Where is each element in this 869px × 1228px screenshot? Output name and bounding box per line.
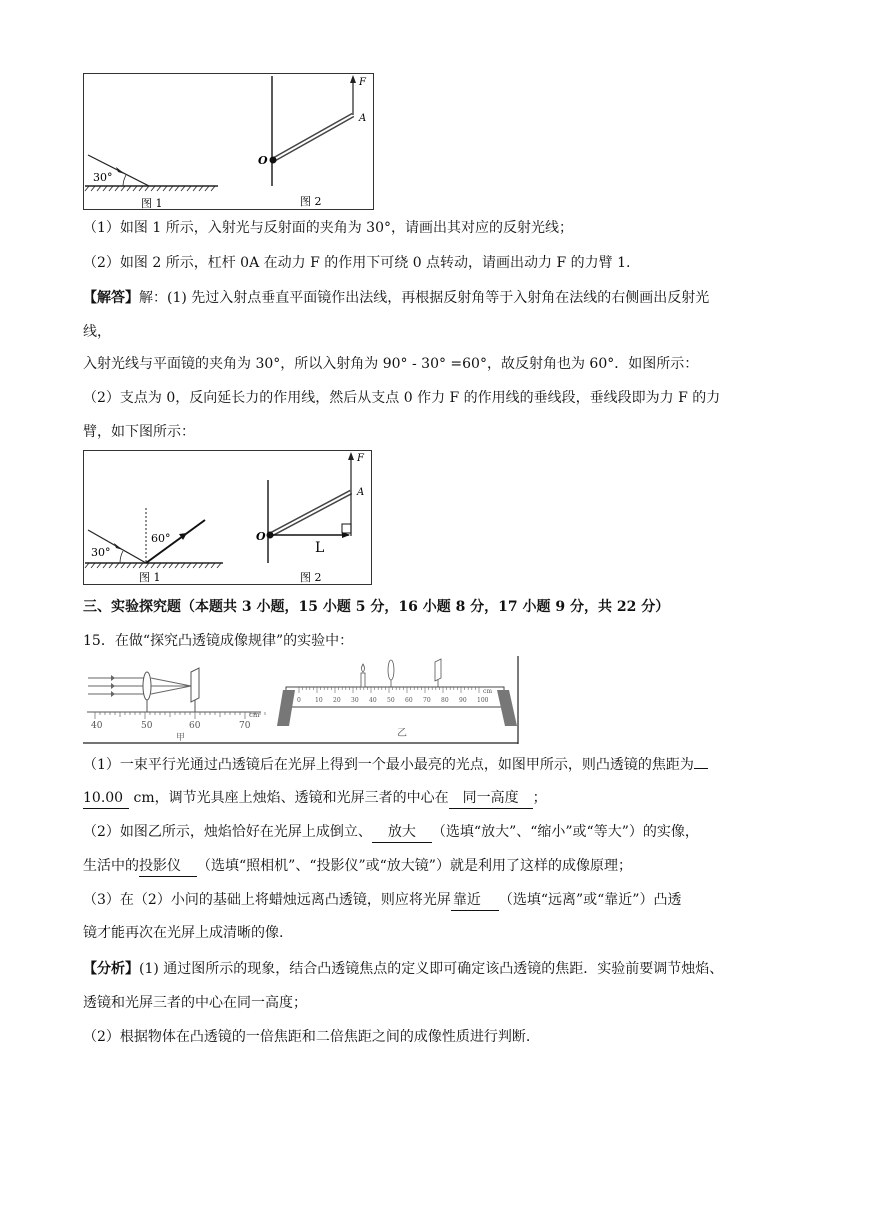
q15-part2-text2: （选填“放大”、“缩小”或“等大”）的实像， bbox=[431, 824, 699, 840]
angle-arc bbox=[120, 551, 123, 563]
unit-label-yi: cm bbox=[483, 688, 493, 695]
q15-part1-end: ； bbox=[532, 790, 547, 806]
tick-label: 60 bbox=[405, 697, 413, 704]
unit-label: cm bbox=[249, 711, 260, 719]
label-a: A bbox=[357, 487, 365, 498]
fig2-caption: 图 2 bbox=[300, 195, 322, 208]
q15-part1-line1 bbox=[83, 755, 708, 775]
label-o: O bbox=[258, 154, 268, 167]
fig1-caption: 图 1 bbox=[141, 197, 163, 210]
flame-icon bbox=[362, 664, 365, 672]
figure-question-14 bbox=[83, 73, 375, 211]
fig1-incident-angle: 30° bbox=[91, 546, 111, 559]
q15-part3-text: （3）在（2）小问的基础上将蜡烛远离凸透镜，则应将光屏 bbox=[83, 892, 451, 908]
q15-part3-text2: （选填“远离”或“靠近”）凸透 bbox=[498, 892, 682, 908]
tick-label: 60 bbox=[189, 721, 201, 731]
q15-part1-text2: cm，调节光具座上烛焰、透镜和光屏三者的中心在 bbox=[133, 790, 449, 806]
answer-same-height: 同一高度 bbox=[449, 788, 533, 809]
screen-icon bbox=[435, 659, 441, 681]
answer-line4: （2）支点为 0，反向延长力的作用线，然后从支点 0 作力 F 的作用线的垂线段，垂线段即为力 F 的力 bbox=[83, 390, 721, 406]
angle-arc bbox=[123, 175, 126, 186]
q15-part3-line1 bbox=[83, 890, 681, 911]
q14-part1: （1）如图 1 所示，入射光与反射面的夹角为 30°，请画出其对应的反射光线； bbox=[83, 220, 573, 236]
answer-line5: 臂，如下图所示： bbox=[83, 424, 195, 440]
caption-jia: 甲 bbox=[176, 733, 186, 743]
q15-part1-line2 bbox=[83, 788, 547, 809]
label-o: O bbox=[256, 530, 266, 543]
bench-leg-right bbox=[497, 690, 517, 726]
q15-part2-text: （2）如图乙所示，烛焰恰好在光屏上成倒立、 bbox=[83, 824, 372, 840]
q15-part2-text4: （选填“照相机”、“投影仪”或“放大镜”）就是利用了这样的成像原理； bbox=[197, 858, 632, 874]
answer-line3: 入射光线与平面镜的夹角为 30°，所以入射角为 90° - 30° =60°，故反射角也为 60°．如图所示： bbox=[83, 356, 699, 372]
q15-part2-line1 bbox=[83, 822, 699, 843]
answer-tag: 【解答】 bbox=[83, 290, 139, 306]
figure-jia bbox=[87, 668, 265, 743]
tick-label: 90 bbox=[459, 697, 467, 704]
tick-label: 40 bbox=[91, 721, 103, 731]
analysis-text-1: (1) 通过图所示的现象，结合凸透镜焦点的定义即可确定该凸透镜的焦距．实验前要调节烛焰、 bbox=[139, 961, 724, 977]
tick-label: 0 bbox=[297, 697, 301, 704]
q15-part1-text: （1）一束平行光通过凸透镜后在光屏上得到一个最小最亮的光点，如图甲所示，则凸透镜的焦距为 bbox=[83, 757, 694, 773]
figure-lens-experiment bbox=[83, 656, 521, 744]
bench-leg-left bbox=[277, 690, 295, 726]
blank-underline bbox=[694, 768, 708, 769]
label-a: A bbox=[359, 113, 367, 124]
tick-label: 70 bbox=[239, 721, 251, 731]
answer-text-1: 解：(1) 先过入射点垂直平面镜作出法线，再根据反射角等于入射角在法线的右侧画出反射光 bbox=[139, 290, 710, 306]
tick-label: 100 bbox=[477, 697, 489, 704]
tick-label: 50 bbox=[141, 721, 153, 731]
label-f: F bbox=[359, 77, 366, 88]
answer-focal-length: 10.00 bbox=[83, 788, 129, 809]
force-f-arrow bbox=[348, 452, 354, 460]
fig2-caption: 图 2 bbox=[300, 571, 322, 584]
force-f-arrow bbox=[350, 75, 356, 83]
q15-part2-text3: 生活中的 bbox=[83, 858, 139, 874]
pivot-point bbox=[270, 157, 277, 164]
figure-frame bbox=[84, 451, 372, 585]
right-angle-mark bbox=[342, 524, 351, 533]
fig1-angle-label: 30° bbox=[93, 171, 113, 184]
answer-projector: 投影仪 bbox=[139, 856, 197, 877]
section3-title: 三、实验探究题（本题共 3 小题，15 小题 5 分，16 小题 8 分，17 小题 9 分，共 22 分） bbox=[83, 599, 670, 615]
tick-label: 50 bbox=[387, 697, 395, 704]
analysis-line2: 透镜和光屏三者的中心在同一高度； bbox=[83, 995, 307, 1011]
convex-lens-icon bbox=[388, 660, 394, 680]
tick-label: 80 bbox=[441, 697, 449, 704]
q15-part2-line2 bbox=[83, 856, 632, 877]
label-f: F bbox=[357, 453, 364, 464]
answer-closer: 靠近 bbox=[451, 890, 499, 911]
answer-line1 bbox=[83, 288, 709, 308]
incident-ray-arrow bbox=[114, 543, 123, 550]
tick-label: 40 bbox=[369, 697, 377, 704]
answer-magnified: 放大 bbox=[372, 822, 432, 843]
analysis-line3: （2）根据物体在凸透镜的一倍焦距和二倍焦距之间的成像性质进行判断. bbox=[83, 1029, 531, 1045]
label-l: L bbox=[315, 540, 325, 556]
fig1-caption: 图 1 bbox=[139, 571, 161, 584]
tick-label: 20 bbox=[333, 697, 341, 704]
answer-line2: 线， bbox=[83, 324, 111, 340]
analysis-line1 bbox=[83, 959, 723, 979]
q15-part3-line2: 镜才能再次在光屏上成清晰的像. bbox=[83, 925, 284, 941]
fig1-reflection-angle: 60° bbox=[151, 532, 171, 545]
candle-icon bbox=[361, 673, 365, 687]
tick-label: 70 bbox=[423, 697, 431, 704]
analysis-tag: 【分析】 bbox=[83, 961, 139, 977]
tick-label: 10 bbox=[315, 697, 323, 704]
q14-part2: （2）如图 2 所示，杠杆 0A 在动力 F 的作用下可绕 0 点转动，请画出动力 F 的力臂 1. bbox=[83, 255, 631, 271]
caption-yi: 乙 bbox=[397, 728, 407, 739]
screen-icon bbox=[191, 668, 199, 702]
convex-lens-icon bbox=[143, 672, 151, 700]
q15-stem: 15．在做“探究凸透镜成像规律”的实验中： bbox=[83, 633, 354, 649]
figure-frame bbox=[84, 74, 374, 210]
figure-answer-14 bbox=[83, 450, 373, 586]
tick-label: 30 bbox=[351, 697, 359, 704]
